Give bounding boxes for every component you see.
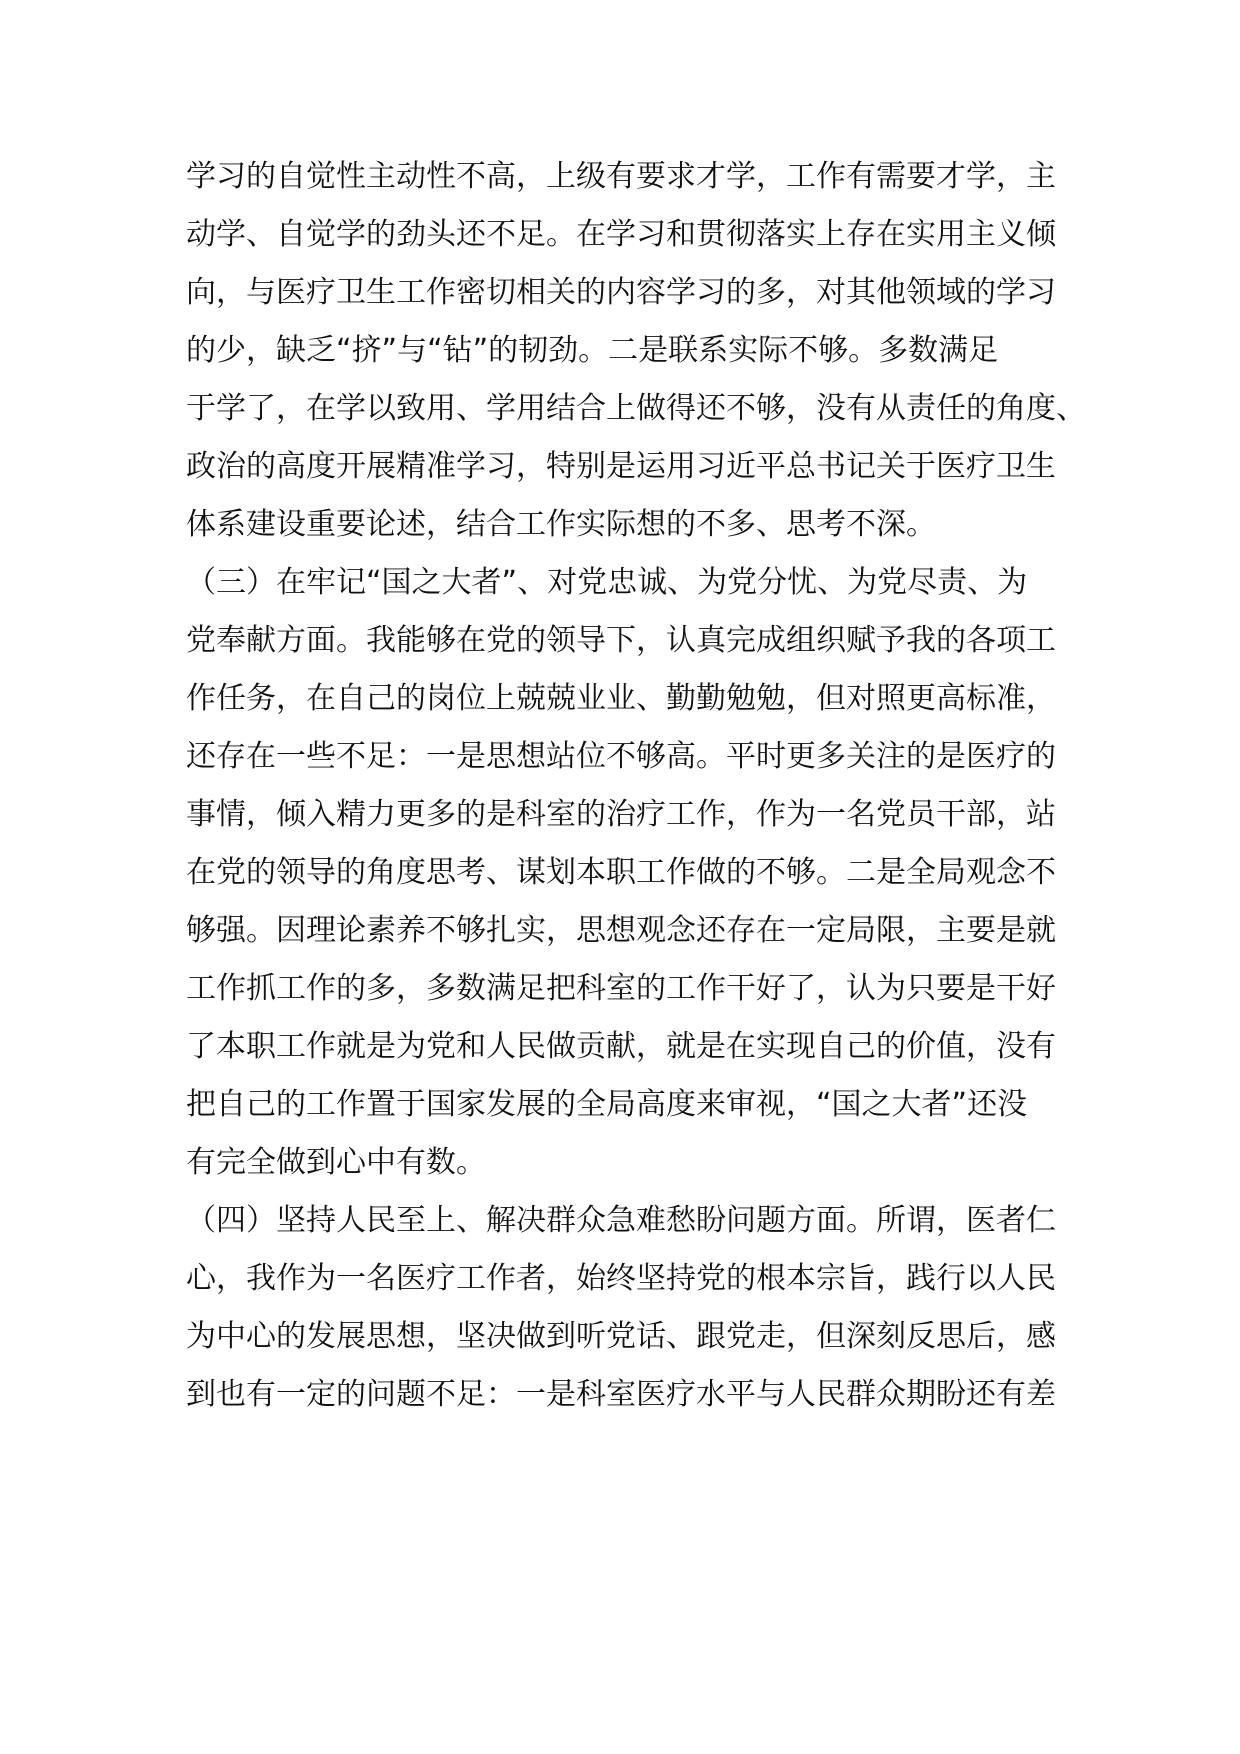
text-line: 够强。因理论素养不够扎实，思想观念还存在一定局限，主要是就 — [186, 913, 1056, 948]
text-line: 工作抓工作的多，多数满足把科室的工作干好了，认为只要是干好 — [186, 971, 1056, 1006]
text-line: 政治的高度开展精准学习，特别是运用习近平总书记关于医疗卫生 — [186, 449, 1056, 484]
text-line: 作任务，在自己的岗位上兢兢业业、勤勤勉勉，但对照更高标准， — [186, 681, 1056, 716]
text-line: 事情，倾入精力更多的是科室的治疗工作，作为一名党员干部，站 — [186, 797, 1056, 832]
text-line: 体系建设重要论述，结合工作实际想的不多、思考不深。 — [186, 507, 936, 542]
text-line: 了本职工作就是为党和人民做贡献，就是在实现自己的价值，没有 — [186, 1029, 1056, 1064]
text-line: 向，与医疗卫生工作密切相关的内容学习的多，对其他领域的学习 — [186, 275, 1056, 310]
section-heading-line: （四）坚持人民至上、解决群众急难愁盼问题方面。所谓，医者仁 — [186, 1203, 1056, 1238]
section-heading-line: （三）在牢记“国之大者”、对党忠诚、为党分忧、为党尽责、为 — [186, 565, 1028, 600]
text-line: 于学了，在学以致用、学用结合上做得还不够，没有从责任的角度、 — [186, 391, 1086, 426]
text-line: 把自己的工作置于国家发展的全局高度来审视，“国之大者”还没 — [186, 1087, 1028, 1122]
text-line: 学习的自觉性主动性不高，上级有要求才学，工作有需要才学，主 — [186, 159, 1056, 194]
text-line: 在党的领导的角度思考、谋划本职工作做的不够。二是全局观念不 — [186, 855, 1056, 890]
text-line: 为中心的发展思想，坚决做到听党话、跟党走，但深刻反思后，感 — [186, 1319, 1056, 1354]
text-line: 动学、自觉学的劲头还不足。在学习和贯彻落实上存在实用主义倾 — [186, 217, 1056, 252]
text-line: 党奉献方面。我能够在党的领导下，认真完成组织赋予我的各项工 — [186, 623, 1056, 658]
text-line: 还存在一些不足：一是思想站位不够高。平时更多关注的是医疗的 — [186, 739, 1056, 774]
text-line: 的少，缺乏“挤”与“钻”的韧劲。二是联系实际不够。多数满足 — [186, 333, 999, 368]
text-line: 到也有一定的问题不足：一是科室医疗水平与人民群众期盼还有差 — [186, 1377, 1056, 1412]
text-line: 心，我作为一名医疗工作者，始终坚持党的根本宗旨，践行以人民 — [186, 1261, 1056, 1296]
text-line: 有完全做到心中有数。 — [186, 1145, 486, 1180]
